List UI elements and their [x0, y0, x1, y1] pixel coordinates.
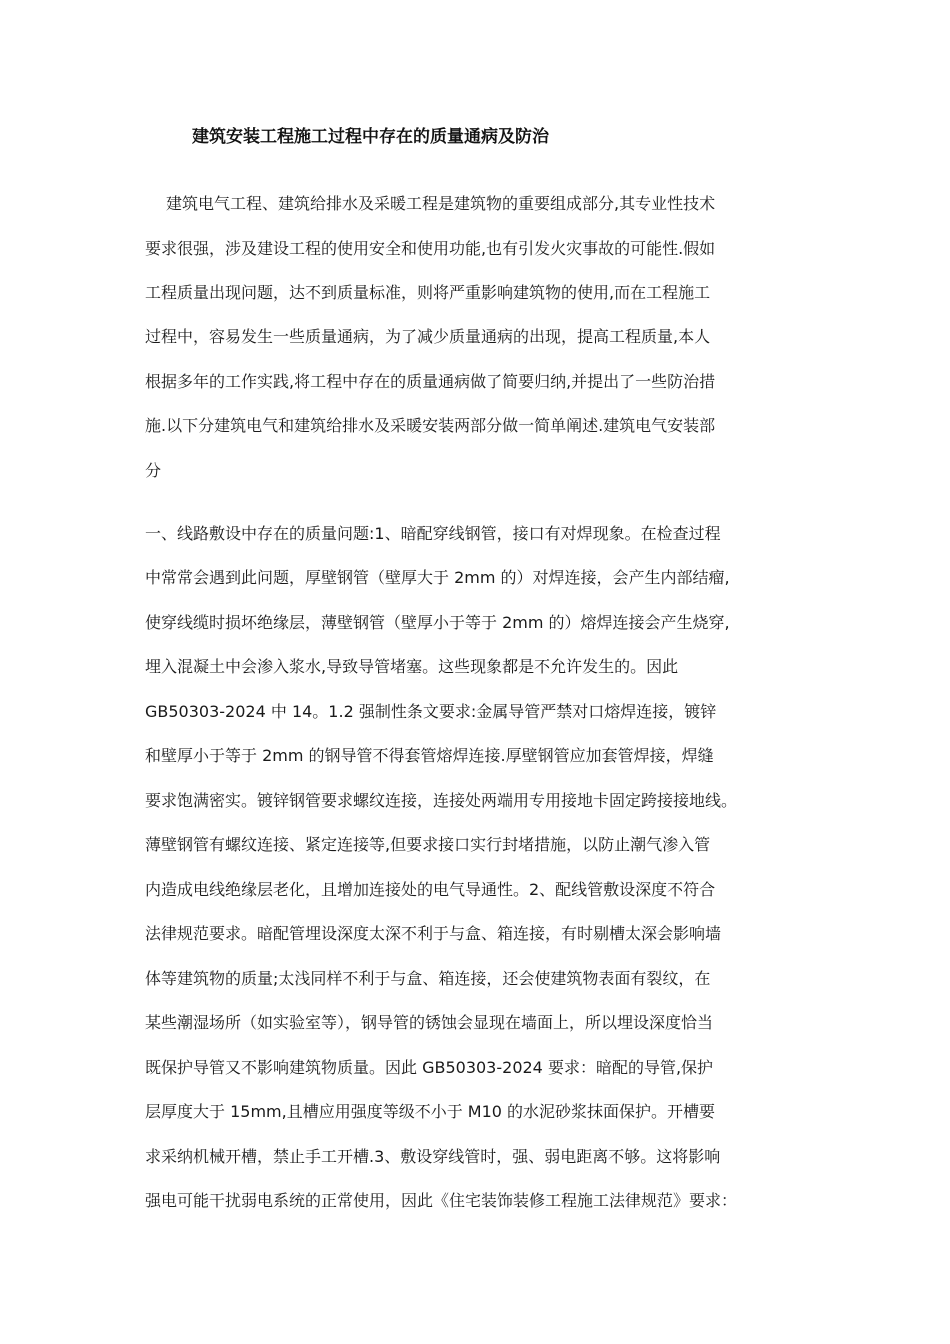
- paragraph-line: 体等建筑物的质量;太浅同样不利于与盒、箱连接，还会使建筑物表面有裂纹，在: [145, 969, 711, 988]
- paragraph-line: 施.以下分建筑电气和建筑给排水及采暖安装两部分做一简单阐述.建筑电气安装部: [145, 416, 716, 435]
- paragraph-line: 薄壁钢管有螺纹连接、紧定连接等,但要求接口实行封堵措施，以防止潮气渗入管: [145, 835, 711, 854]
- paragraph-line: 内造成电线绝缘层老化，且增加连接处的电气导通性。2、配线管敷设深度不符合: [145, 880, 716, 899]
- paragraph-line: 层厚度大于 15mm,且槽应用强度等级不小于 M10 的水泥砂浆抹面保护。开槽要: [145, 1102, 716, 1121]
- paragraph-line: 强电可能干扰弱电系统的正常使用，因此《住宅装饰装修工程施工法律规范》要求：: [145, 1191, 738, 1210]
- paragraph-line: 和壁厚小于等于 2mm 的钢导管不得套管熔焊连接.厚壁钢管应加套管焊接，焊缝: [145, 746, 714, 765]
- document-title: 建筑安装工程施工过程中存在的质量通病及防治: [192, 127, 549, 147]
- paragraph-line: GB50303-2024 中 14。1.2 强制性条文要求:金属导管严禁对口熔焊连接，镀锌: [145, 702, 717, 721]
- paragraph-line: 工程质量出现问题，达不到质量标准，则将严重影响建筑物的使用,而在工程施工: [145, 283, 711, 302]
- paragraph-line: 法律规范要求。暗配管埋设深度太深不利于与盒、箱连接，有时剔槽太深会影响墙: [145, 924, 722, 943]
- paragraph-line: 使穿线缆时损坏绝缘层，薄壁钢管（壁厚小于等于 2mm 的）熔焊连接会产生烧穿,: [145, 613, 730, 632]
- paragraph-line: 根据多年的工作实践,将工程中存在的质量通病做了简要归纳,并提出了一些防治措: [145, 372, 716, 391]
- paragraph-line: 求采纳机械开槽，禁止手工开槽.3、敷设穿线管时，强、弱电距离不够。这将影响: [145, 1147, 721, 1166]
- paragraph-line: 要求饱满密实。镀锌钢管要求螺纹连接，连接处两端用专用接地卡固定跨接接地线。: [145, 791, 738, 810]
- paragraph-line: 某些潮湿场所（如实验室等），钢导管的锈蚀会显现在墙面上，所以埋设深度恰当: [145, 1013, 714, 1032]
- paragraph-line: 埋入混凝土中会渗入浆水,导致导管堵塞。这些现象都是不允许发生的。因此: [145, 657, 679, 676]
- paragraph-line: 中常常会遇到此问题，厚壁钢管（壁厚大于 2mm 的）对焊连接，会产生内部结瘤,: [145, 568, 730, 587]
- paragraph-line: 建筑电气工程、建筑给排水及采暖工程是建筑物的重要组成部分,其专业性技术: [166, 194, 716, 213]
- paragraph-line: 既保护导管又不影响建筑物质量。因此 GB50303-2024 要求：暗配的导管,保护: [145, 1058, 714, 1077]
- paragraph-line: 过程中，容易发生一些质量通病，为了减少质量通病的出现，提高工程质量,本人: [145, 327, 711, 346]
- paragraph-line: 要求很强，涉及建设工程的使用安全和使用功能,也有引发火灾事故的可能性.假如: [145, 239, 716, 258]
- paragraph-line: 一、线路敷设中存在的质量问题:1、暗配穿线钢管，接口有对焊现象。在检查过程: [145, 524, 721, 543]
- paragraph-line: 分: [145, 461, 162, 480]
